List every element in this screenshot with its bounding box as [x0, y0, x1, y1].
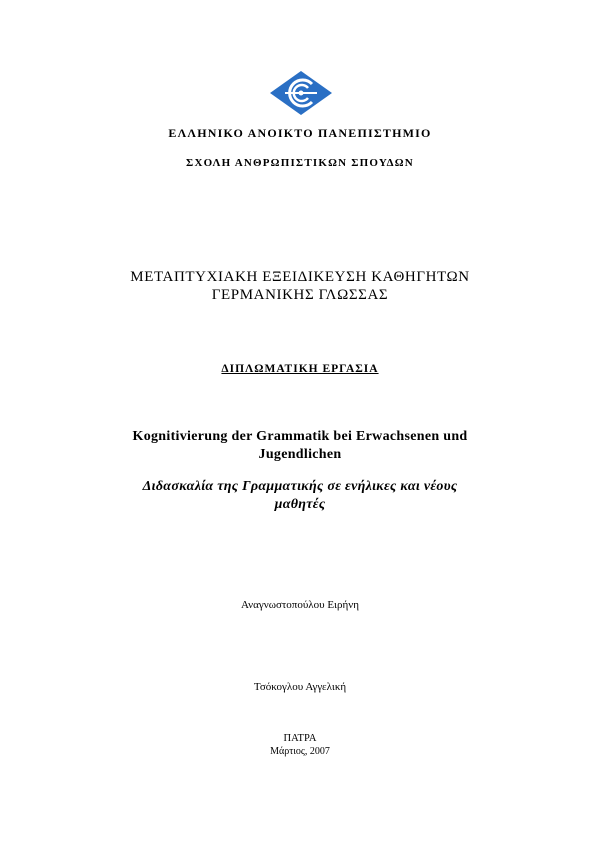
school-name: ΣΧΟΛΗ ΑΝΘΡΩΠΙΣΤΙΚΩΝ ΣΠΟΥΔΩΝ: [186, 157, 414, 169]
university-name: ΕΛΛΗΝΙΚΟ ΑΝΟΙΚΤΟ ΠΑΝΕΠΙΣΤΗΜΙΟ: [168, 126, 432, 140]
german-title-line-2: Jugendlichen: [258, 447, 342, 462]
greek-title-line-2: μαθητές: [274, 497, 326, 512]
program-title-line-2: ΓΕΡΜΑΝΙΚΗΣ ΓΛΩΣΣΑΣ: [211, 287, 389, 303]
supervisor-name: Τσόκογλου Αγγελική: [253, 681, 347, 693]
program-title: [0, 268, 600, 304]
german-title: [0, 428, 600, 464]
greek-title: [0, 478, 600, 514]
thesis-label: ΔΙΠΛΩΜΑΤΙΚΗ ΕΡΓΑΣΙΑ: [221, 363, 379, 375]
city: ΠΑΤΡΑ: [283, 733, 317, 744]
date: Μάρτιος, 2007: [270, 746, 330, 757]
university-logo-icon: [268, 70, 334, 116]
program-title-line-1: ΜΕΤΑΠΤΥΧΙΑΚΗ ΕΞΕΙΔΙΚΕΥΣΗ ΚΑΘΗΓΗΤΩΝ: [130, 269, 470, 285]
greek-title-line-1: Διδασκαλία της Γραμματικής σε ενήλικες και νέους: [142, 479, 458, 494]
author-name: Αναγνωστοπούλου Ειρήνη: [241, 599, 359, 611]
german-title-line-1: Kognitivierung der Grammatik bei Erwachsenen und: [132, 429, 468, 444]
